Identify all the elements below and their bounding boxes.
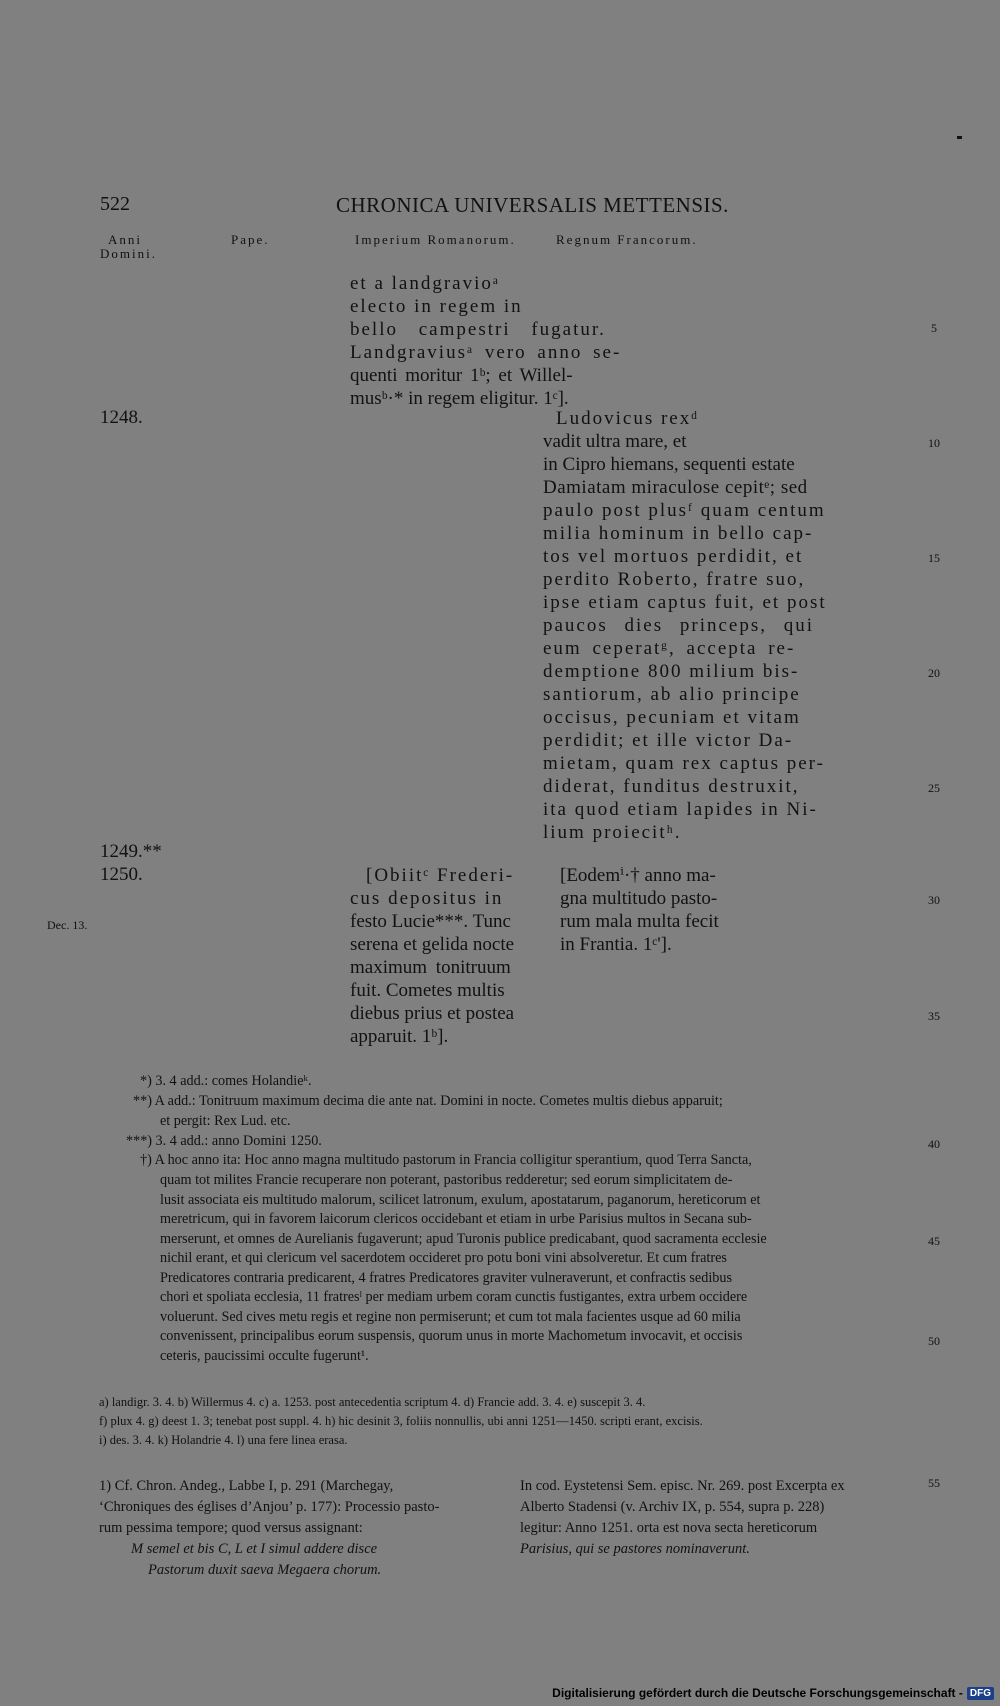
text-line: quenti moritur 1ᵇ; et Willel-: [350, 365, 573, 386]
regnum-1248-text: [543, 407, 827, 844]
note-line: voluerunt. Sed cives metu regis et regine non permiserunt; et cum tot mala facientes usque ad 60 milia: [160, 1309, 741, 1325]
apparatus-line: a) landigr. 3. 4. b) Willermus 4. c) a. 1253. post antecedentia scriptum 4. d) Francie add. 3. 4. e) suscepit 3. 4.: [99, 1395, 646, 1409]
text-line: ipse etiam captus fuit, et post: [543, 592, 827, 613]
text-line: apparuit. 1ᵇ].: [350, 1026, 449, 1047]
footnote-line: Alberto Stadensi (v. Archiv IX, p. 554, supra p. 228): [520, 1499, 825, 1515]
text-line: milia hominum in bello cap-: [543, 523, 814, 544]
footnote-line: Parisius, qui se pastores nominaverunt.: [520, 1541, 750, 1557]
text-line: lium proiecitʰ.: [543, 822, 682, 843]
digitization-credit: Digitalisierung gefördert durch die Deutsche Forschungsgemeinschaft -: [552, 1686, 963, 1700]
line-number: 20: [928, 666, 940, 680]
text-line: fuit. Cometes multis: [350, 980, 505, 1001]
footnote-line: ‘Chroniques des églises d’Anjou’ p. 177): Processio pasto-: [99, 1499, 440, 1515]
apparatus-line: i) des. 3. 4. k) Holandrie 4. l) una fere linea erasa.: [99, 1433, 348, 1447]
line-number: 35: [928, 1009, 940, 1023]
column-head-domini-label: Domini.: [100, 246, 157, 261]
column-head-regnum: Regnum Francorum.: [556, 232, 698, 247]
text-line: paulo post plusᶠ quam centum: [543, 500, 826, 521]
note-line: meretricum, qui in favorem laicorum clericos occidebant et etiam in urbe Parisius multos in Secana sub-: [160, 1211, 752, 1227]
regnum-1250-text: [560, 864, 719, 956]
text-line: eum ceperatᵍ, accepta re-: [543, 638, 796, 659]
imperium-text-continued: [350, 272, 621, 410]
text-line: rum mala multa fecit: [560, 911, 719, 932]
note-line: lusit associata eis multitudo malorum, scilicet latronum, exulum, apostatarum, paganorum, hereticorum et: [160, 1192, 761, 1208]
scan-mark: [957, 136, 962, 139]
text-line: mietam, quam rex captus per-: [543, 753, 825, 774]
text-line: bello campestri fugatur.: [350, 319, 606, 340]
year-1250: 1250.: [100, 864, 143, 885]
text-line: et a landgravioᵃ: [350, 273, 501, 294]
footnote-line: legitur: Anno 1251. orta est nova secta hereticorum: [520, 1520, 818, 1536]
note-line: ceteris, paucissimi occulte fugerunt¹.: [160, 1348, 369, 1364]
text-line: festo Lucie***. Tunc: [350, 911, 511, 932]
text-line: ita quod etiam lapides in Ni-: [543, 799, 818, 820]
note-line: merserunt, et omnes de Aurelianis fugaverunt; apud Turonis publice predicabant, quod sacramenta ecclesie: [160, 1231, 767, 1247]
note-line: †) A hoc anno ita: Hoc anno magna multitudo pastorum in Francia colligitur sperantium, quod Terra Sancta,: [140, 1152, 752, 1168]
imperium-1250-text: [350, 864, 514, 1048]
digitization-footer: [552, 1686, 994, 1700]
line-number: 50: [928, 1334, 940, 1348]
note-line: convenissent, principalibus eorum suspensis, quorum unus in morte Machometum invocavit, et occisis: [160, 1328, 743, 1344]
note-line: **) A add.: Tonitruum maximum decima die ante nat. Domini in nocte. Cometes multis diebus apparuit;: [133, 1093, 723, 1109]
text-line: gna multitudo pasto-: [560, 888, 718, 909]
note-line: ***) 3. 4 add.: anno Domini 1250.: [126, 1133, 322, 1149]
text-line: cus depositus in: [350, 888, 504, 909]
text-line: Ludovicus rexᵈ: [556, 408, 700, 429]
note-line: et pergit: Rex Lud. etc.: [160, 1113, 291, 1129]
text-line: Damiatam miraculose cepitᵉ; sed: [543, 477, 808, 498]
text-line: serena et gelida nocte: [350, 934, 515, 955]
running-title: CHRONICA UNIVERSALIS METTENSIS.: [336, 193, 729, 217]
text-line: musᵇ·* in regem eligitur. 1ᶜ].: [350, 388, 569, 409]
note-line: Predicatores contraria predicarent, 4 fratres Predicatores graviter vulneraverunt, et confractis sedibus: [160, 1270, 732, 1286]
footnote-line: 1) Cf. Chron. Andeg., Labbe I, p. 291 (Marchegay,: [99, 1478, 394, 1494]
footnote-line: rum pessima tempore; quod versus assignant:: [99, 1520, 363, 1536]
text-line: tos vel mortuos perdidit, et: [543, 546, 804, 567]
line-number: 30: [928, 893, 940, 907]
line-number: 5: [931, 321, 937, 335]
line-number: 25: [928, 781, 940, 795]
text-line: occisus, pecuniam et vitam: [543, 707, 801, 728]
text-line: maximum tonitruum: [350, 957, 511, 978]
year-1248: 1248.: [100, 407, 143, 428]
margin-date: Dec. 13.: [47, 918, 88, 932]
dfg-logo: DFG: [967, 1687, 994, 1700]
column-head-anni-label: Anni: [108, 232, 142, 247]
note-line: quam tot milites Francie recuperare non poterant, pastoribus redderetur; sed eorum simplicitatem de-: [160, 1172, 733, 1188]
line-number: 55: [928, 1476, 940, 1490]
text-line: perdito Roberto, fratre suo,: [543, 569, 806, 590]
text-line: in Cipro hiemans, sequenti estate: [543, 454, 795, 475]
text-line: diderat, funditus destruxit,: [543, 776, 800, 797]
text-line: diebus prius et postea: [350, 1003, 515, 1024]
text-line: demptione 800 milium bis-: [543, 661, 800, 682]
footnote-verse: Pastorum duxit saeva Megaera chorum.: [148, 1562, 382, 1578]
text-line: in Frantia. 1ᶜ'].: [560, 934, 672, 955]
line-number: 40: [928, 1137, 940, 1151]
note-line: chori et spoliata ecclesia, 11 fratresˡ per mediam urbem coram cunctis fustigantes, extra urbem occidere: [160, 1289, 748, 1305]
footnote-line: In cod. Eystetensi Sem. episc. Nr. 269. post Excerpta ex: [520, 1478, 845, 1494]
note-line: nichil erant, et qui clericum vel sacerdotem occideret pro potu boni vini absolveretur. Et cum fratres: [160, 1250, 727, 1266]
text-line: paucos dies princeps, qui: [543, 615, 815, 636]
footnote-verse: M semel et bis C, L et I simul addere disce: [131, 1541, 378, 1557]
year-1249: 1249.**: [100, 841, 162, 862]
line-number: 10: [928, 436, 940, 450]
line-number: 15: [928, 551, 940, 565]
note-line: *) 3. 4 add.: comes Holandieᵏ.: [140, 1073, 312, 1089]
text-line: Landgraviusᵃ vero anno se-: [350, 342, 622, 363]
text-line: vadit ultra mare, et: [543, 431, 687, 452]
page-number: 522: [100, 193, 130, 215]
text-line: santiorum, ab alio principe: [543, 684, 801, 705]
column-head-anni: [100, 232, 157, 261]
apparatus-line: f) plux 4. g) deest 1. 3; tenebat post suppl. 4. h) hic desinit 3, foliis nonnullis, ubi anni 1251—1450. scripti erant, excisis.: [99, 1414, 703, 1428]
text-line: [Eodemⁱ·† anno ma-: [560, 865, 716, 886]
text-line: electo in regem in: [350, 296, 523, 317]
text-line: perdidit; et ille victor Da-: [543, 730, 794, 751]
column-head-pape: Pape.: [231, 232, 270, 247]
column-head-imperium: Imperium Romanorum.: [355, 232, 516, 247]
text-line: [Obiitᶜ Frederi-: [366, 865, 515, 886]
line-number: 45: [928, 1234, 940, 1248]
